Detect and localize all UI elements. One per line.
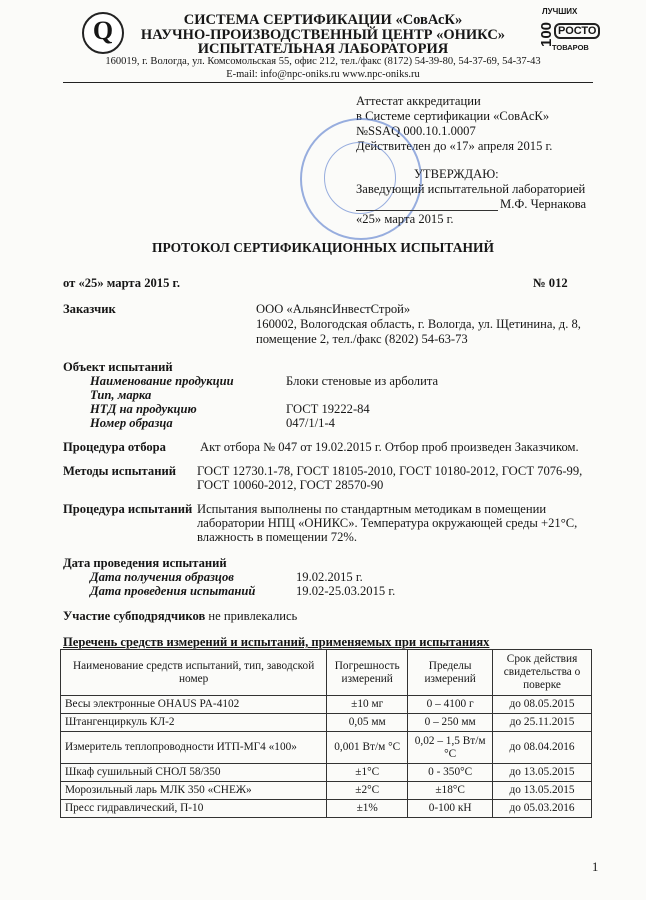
table-row (61, 714, 592, 732)
table-cell: 0 - 350°С (408, 764, 493, 782)
approval-name: М.Ф. Чернакова (500, 197, 587, 211)
protocol-title: ПРОТОКОЛ СЕРТИФИКАЦИОННЫХ ИСПЫТАНИЙ (152, 240, 494, 255)
table-cell: ±2°С (327, 782, 408, 800)
quality-logo: ЛУЧШИХ 100 РОСТО ТОВАРОВ (536, 7, 588, 53)
received-value: 19.02.2015 г. (296, 570, 363, 584)
table-row (61, 764, 592, 782)
methods-label: Методы испытаний (63, 464, 176, 478)
table-header: Срок действия свидетельства о поверке (493, 650, 592, 696)
subcontractors-label: Участие субподрядчиков (63, 609, 206, 623)
protocol-date: от «25» марта 2015 г. (63, 276, 180, 290)
table-cell: до 08.05.2015 (493, 696, 592, 714)
ntd-value: ГОСТ 19222-84 (286, 402, 370, 416)
customer-address: 160002, Вологодская область, г. Вологда, ул. Щетинина, д. 8, (256, 317, 581, 331)
header-address: 160019, г. Вологда, ул. Комсомольская 55, офис 212, тел./факс (8172) 54-39-80, 54-37-69, 54-37-43 (105, 56, 541, 67)
object-label: Объект испытаний (63, 360, 173, 374)
table-cell: ±1% (327, 800, 408, 818)
table-header-row (61, 650, 592, 696)
table-cell: ±10 мг (327, 696, 408, 714)
accreditation-line2: в Системе сертификации «СовАсК» (356, 109, 550, 123)
customer-address-2: помещение 2, тел./факс (8202) 54-63-73 (256, 332, 468, 346)
table-header: Пределы измерений (408, 650, 493, 696)
accreditation-valid: Действителен до «17» апреля 2015 г. (356, 139, 553, 153)
page-number: 1 (592, 860, 599, 874)
accreditation-line1: Аттестат аккредитации (356, 94, 481, 108)
sample-label: Номер образца (90, 416, 173, 430)
signature-line (356, 210, 498, 211)
procedure-line3: влажность в помещении 72%. (197, 530, 358, 544)
accreditation-number: №SSAQ 000.10.1.0007 (356, 124, 476, 138)
protocol-number: № 012 (533, 276, 568, 290)
methods-line1: ГОСТ 12730.1-78, ГОСТ 18105-2010, ГОСТ 10180-2012, ГОСТ 7076-99, (197, 464, 583, 478)
table-cell: Весы электронные OHAUS PA-4102 (61, 696, 327, 714)
table-cell: до 05.03.2016 (493, 800, 592, 818)
subcontractors-value: не привлекались (208, 609, 298, 623)
table-row (61, 732, 592, 764)
table-row (61, 782, 592, 800)
table-cell: Морозильный ларь МЛК 350 «СНЕЖ» (61, 782, 327, 800)
sampling-label: Процедура отбора (63, 440, 166, 454)
table-row (61, 696, 592, 714)
sampling-value: Акт отбора № 047 от 19.02.2015 г. Отбор проб произведен Заказчиком. (200, 440, 579, 454)
table-cell: Шкаф сушильный СНОЛ 58/350 (61, 764, 327, 782)
table-cell: 0-100 кН (408, 800, 493, 818)
table-cell: до 13.05.2015 (493, 782, 592, 800)
table-header: Погрешность измерений (327, 650, 408, 696)
table-cell: Штангенциркуль КЛ-2 (61, 714, 327, 732)
customer-label: Заказчик (63, 302, 116, 316)
subcontractors (63, 609, 297, 624)
procedure-line1: Испытания выполнены по стандартным методикам в помещении (197, 502, 547, 516)
product-value: Блоки стеновые из арболита (286, 374, 439, 388)
table-cell: 0,02 – 1,5 Вт/м °С (408, 732, 493, 764)
approval-date: «25» марта 2015 г. (356, 212, 454, 226)
table-header: Наименование средств испытаний, тип, заводской номер (61, 650, 327, 696)
procedure-line2: лаборатории НПЦ «ОНИКС». Температура окружающей среды +21°С, (197, 516, 578, 530)
table-cell: 0 – 4100 г (408, 696, 493, 714)
equipment-table (60, 649, 592, 818)
testing-value: 19.02-25.03.2015 г. (296, 584, 396, 598)
header-divider (63, 82, 593, 83)
table-cell: ±18°С (408, 782, 493, 800)
header-contacts: E-mail: info@npc-oniks.ru www.npc-oniks.ru (226, 69, 420, 80)
table-cell: до 13.05.2015 (493, 764, 592, 782)
table-row (61, 800, 592, 818)
table-cell: Измеритель теплопроводности ИТП-МГ4 «100» (61, 732, 327, 764)
table-cell: до 25.11.2015 (493, 714, 592, 732)
methods-line2: ГОСТ 10060-2012, ГОСТ 28570-90 (197, 478, 384, 492)
testing-label: Дата проведения испытаний (90, 584, 256, 598)
header-system: СИСТЕМА СЕРТИФИКАЦИИ «СовАсК» (183, 12, 463, 28)
product-label: Наименование продукции (90, 374, 234, 388)
equipment-title: Перечень средств измерений и испытаний, применяемых при испытаниях (63, 635, 490, 649)
table-cell: Пресс гидравлический, П-10 (61, 800, 327, 818)
approval-position: Заведующий испытательной лабораторией (356, 182, 586, 196)
table-cell: 0,001 Вт/м °С (327, 732, 408, 764)
header-lab: ИСПЫТАТЕЛЬНАЯ ЛАБОРАТОРИЯ (197, 41, 449, 57)
ntd-label: НТД на продукцию (90, 402, 197, 416)
table-cell: 0,05 мм (327, 714, 408, 732)
customer-name: ООО «АльянсИнвестСтрой» (256, 302, 411, 316)
approval-title: УТВЕРЖДАЮ: (414, 167, 499, 181)
header-center: НАУЧНО-ПРОИЗВОДСТВЕННЫЙ ЦЕНТР «ОНИКС» (140, 27, 506, 43)
table-cell: ±1°С (327, 764, 408, 782)
sample-value: 047/1/1-4 (286, 416, 335, 430)
logo-letter: Q (92, 16, 114, 45)
table-cell: 0 – 250 мм (408, 714, 493, 732)
dates-label: Дата проведения испытаний (63, 556, 227, 570)
table-cell: до 08.04.2016 (493, 732, 592, 764)
received-label: Дата получения образцов (90, 570, 234, 584)
type-label: Тип, марка (90, 388, 152, 402)
procedure-label: Процедура испытаний (63, 502, 193, 516)
